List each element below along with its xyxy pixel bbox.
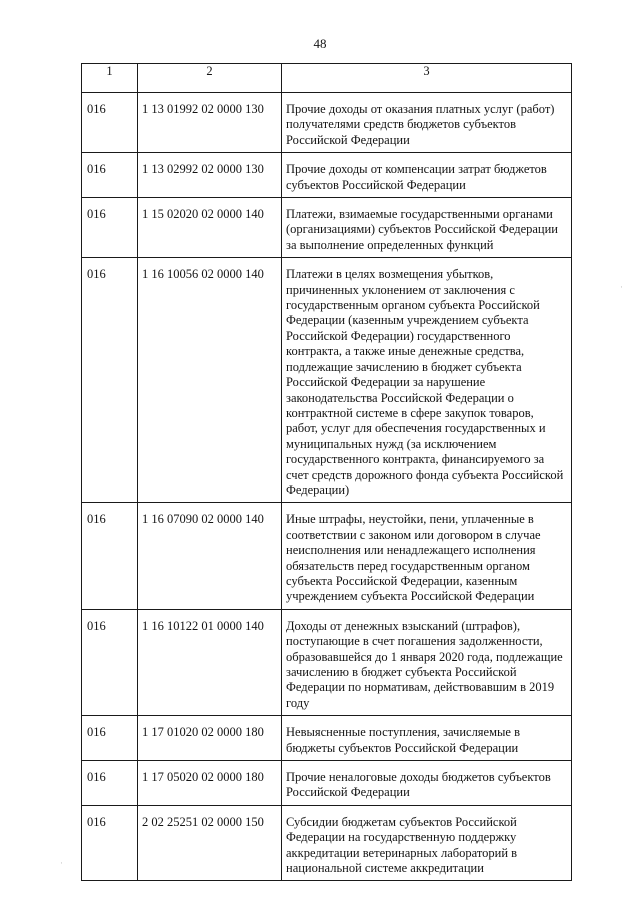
admin-code-cell: 016 (82, 716, 138, 761)
budget-code-cell: 1 16 07090 02 0000 140 (138, 503, 282, 609)
admin-code-cell: 016 (82, 93, 138, 153)
description-cell: Доходы от денежных взысканий (штрафов), поступающие в счет погашения задолженности, образовавшейся до 1 января 2020 года, подлежащие зачислению в бюджет субъекта Российской Федерации по нормативам, действовавшим в 2019 году (282, 609, 572, 715)
table-row (82, 93, 572, 153)
admin-code-cell: 016 (82, 258, 138, 503)
admin-code-cell: 016 (82, 805, 138, 881)
description-cell: Прочие доходы от компенсации затрат бюджетов субъектов Российской Федерации (282, 153, 572, 198)
admin-code-cell: 016 (82, 761, 138, 806)
column-header-3: 3 (282, 64, 572, 93)
admin-code-cell: 016 (82, 198, 138, 258)
scan-speck: · (60, 858, 63, 868)
description-cell: Прочие доходы от оказания платных услуг (работ) получателями средств бюджетов субъектов Российской Федерации (282, 93, 572, 153)
description-cell: Прочие неналоговые доходы бюджетов субъектов Российской Федерации (282, 761, 572, 806)
admin-code-cell: 016 (82, 503, 138, 609)
budget-code-cell: 1 13 02992 02 0000 130 (138, 153, 282, 198)
table-row (82, 258, 572, 503)
table-header-row (82, 64, 572, 93)
table-row (82, 761, 572, 806)
table-row (82, 716, 572, 761)
description-cell: Платежи в целях возмещения убытков, причиненных уклонением от заключения с государственным органом субъекта Российской Федерации (казенным учреждением субъекта Российской Федерации) государственного контракта, а также иные денежные средства, подлежащие зачислению в бюджет субъекта Российской Федерации за нарушение законодательства Российской Федерации о контрактной системе в сфере закупок товаров, работ, услуг для обеспечения государственных и муниципальных нужд (за исключением государственного контракта, финансируемого за счет средств дорожного фонда субъекта Российской Федерации) (282, 258, 572, 503)
column-header-1: 1 (82, 64, 138, 93)
budget-code-cell: 1 17 01020 02 0000 180 (138, 716, 282, 761)
admin-code-cell: 016 (82, 153, 138, 198)
description-cell: Невыясненные поступления, зачисляемые в бюджеты субъектов Российской Федерации (282, 716, 572, 761)
table-row (82, 153, 572, 198)
table-row (82, 609, 572, 715)
description-cell: Иные штрафы, неустойки, пени, уплаченные в соответствии с законом или договором в случае неисполнения или ненадлежащего исполнения обязательств перед государственным органом субъекта Российской Федерации, казенным учреждением субъекта Российской Федерации (282, 503, 572, 609)
admin-code-cell: 016 (82, 609, 138, 715)
table-row (82, 805, 572, 881)
budget-code-cell: 1 17 05020 02 0000 180 (138, 761, 282, 806)
table-row (82, 503, 572, 609)
budget-code-cell: 2 02 25251 02 0000 150 (138, 805, 282, 881)
budget-code-cell: 1 16 10122 01 0000 140 (138, 609, 282, 715)
revenue-codes-table (81, 63, 572, 881)
budget-code-cell: 1 15 02020 02 0000 140 (138, 198, 282, 258)
scan-speck: · (620, 282, 623, 292)
description-cell: Платежи, взимаемые государственными органами (организациями) субъектов Российской Федерации за выполнение определенных функций (282, 198, 572, 258)
budget-code-cell: 1 13 01992 02 0000 130 (138, 93, 282, 153)
page-number: 48 (313, 36, 327, 51)
column-header-2: 2 (138, 64, 282, 93)
table-row (82, 198, 572, 258)
budget-code-cell: 1 16 10056 02 0000 140 (138, 258, 282, 503)
description-cell: Субсидии бюджетам субъектов Российской Федерации на государственную поддержку аккредитации ветеринарных лабораторий в национальной системе аккредитации (282, 805, 572, 881)
